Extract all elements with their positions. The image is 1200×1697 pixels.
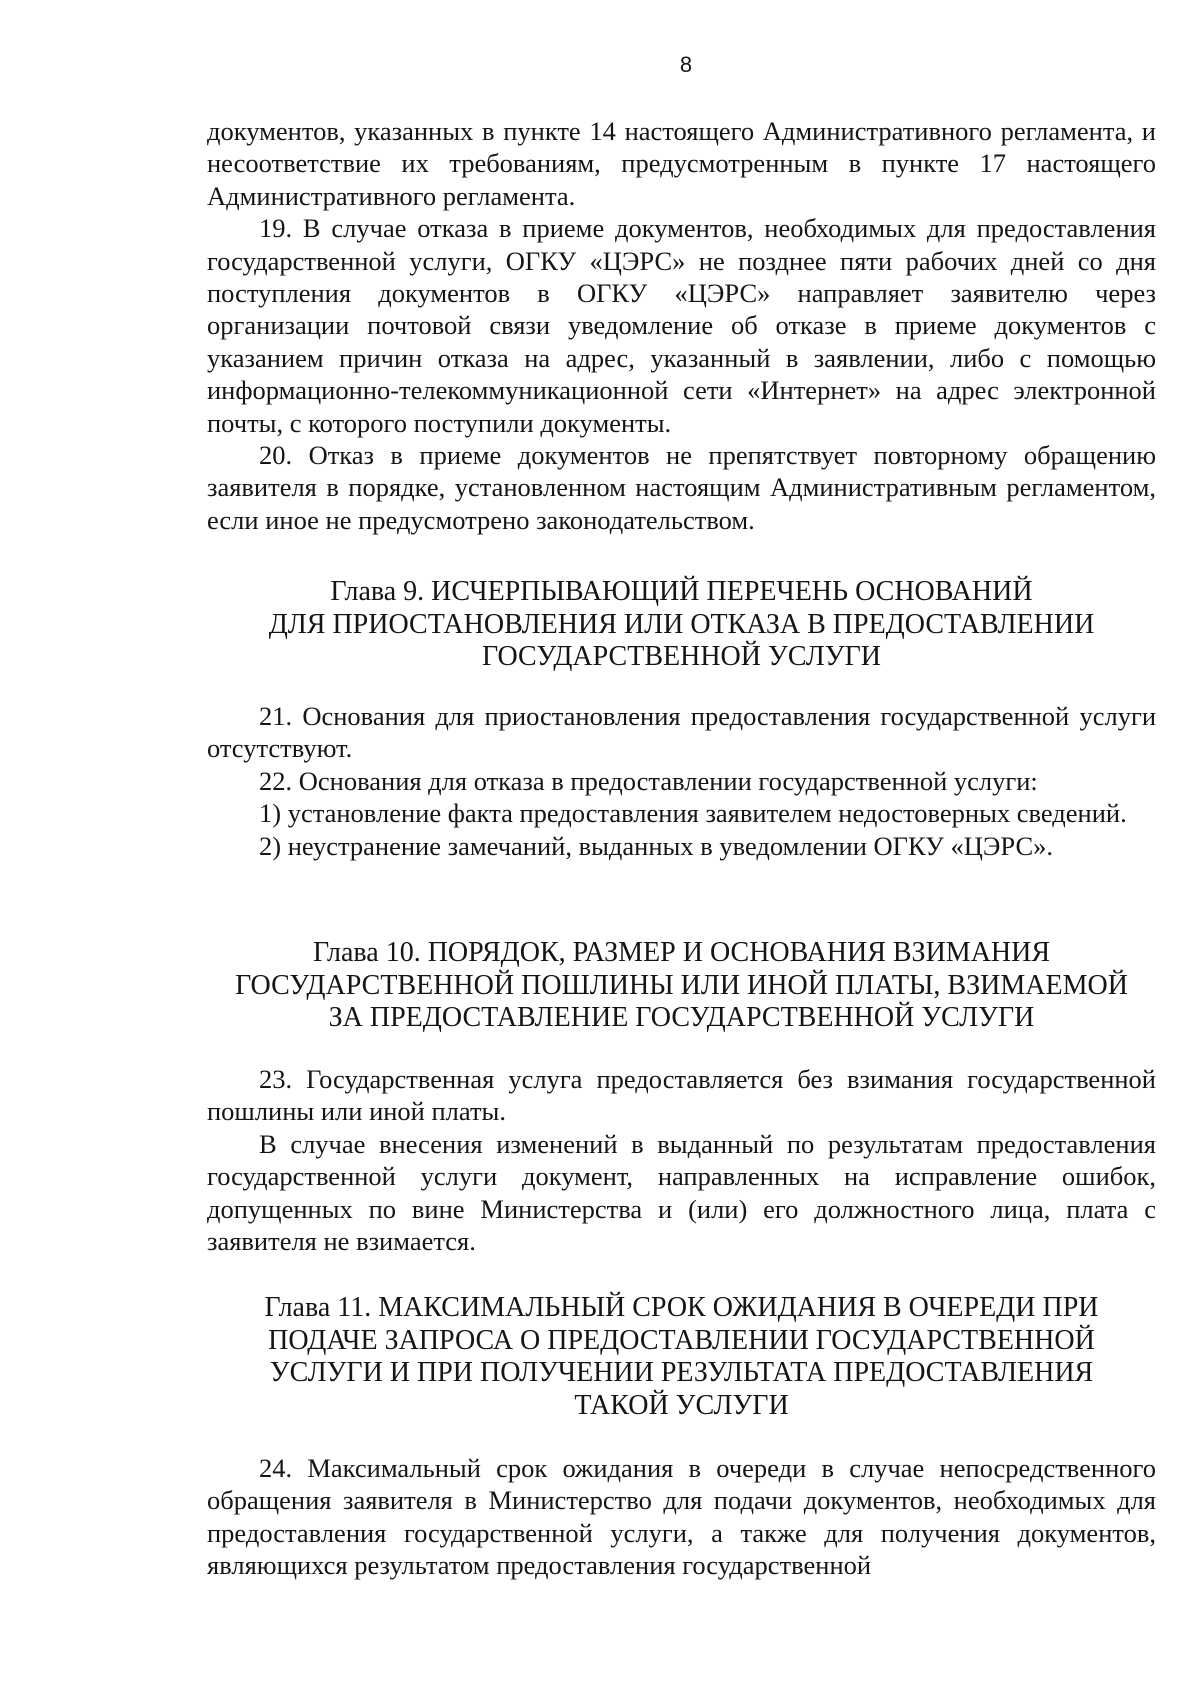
heading-line: Глава 9. ИСЧЕРПЫВАЮЩИЙ ПЕРЕЧЕНЬ ОСНОВАНИЙ <box>330 576 1033 607</box>
paragraph-20: 20. Отказ в приеме документов не препятствует повторному обращению заявителя в порядке, установленном настоящим Административным регламентом, если иное не предусмотрено законодательством. <box>207 440 1156 535</box>
text-block-1 <box>207 115 1156 536</box>
chapter-9-heading <box>207 576 1156 674</box>
chapter-10-heading <box>207 937 1156 1035</box>
paragraph-23-continued: В случае внесения изменений в выданный по результатам предоставления государственной услуги документ, направленных на исправление ошибок, допущенных по вине Министерства и (или) его должностного лица, плата с заявителя не взимается. <box>207 1128 1156 1257</box>
heading-line: ЗА ПРЕДОСТАВЛЕНИЕ ГОСУДАРСТВЕННОЙ УСЛУГИ <box>328 1002 1035 1034</box>
text-block-4 <box>207 1452 1156 1582</box>
paragraph-19: 19. В случае отказа в приеме документов, необходимых для предоставления государственной услуги, ОГКУ «ЦЭРС» не позднее пяти рабочих дней со дня поступления документов в ОГКУ «ЦЭРС» направляет заявителю через организации почтовой связи уведомление об отказе в приеме документов с указанием причин отказа на адрес, указанный в заявлении, либо с помощью информационно-телекоммуникационной сети «Интернет» на адрес электронной почты, с которого поступили документы. <box>207 213 1156 438</box>
heading-line: Глава 10. ПОРЯДОК, РАЗМЕР И ОСНОВАНИЯ ВЗИМАНИЯ <box>312 937 1051 968</box>
heading-line: ДЛЯ ПРИОСТАНОВЛЕНИЯ ИЛИ ОТКАЗА В ПРЕДОСТАВЛЕНИИ <box>268 608 1095 640</box>
text-block-3 <box>207 1063 1156 1257</box>
heading-line: ПОДАЧЕ ЗАПРОСА О ПРЕДОСТАВЛЕНИИ ГОСУДАРСТВЕННОЙ <box>268 1324 1095 1356</box>
chapter-11-heading <box>207 1292 1156 1422</box>
heading-line: УСЛУГИ И ПРИ ПОЛУЧЕНИИ РЕЗУЛЬТАТА ПРЕДОСТАВЛЕНИЯ <box>269 1357 1094 1389</box>
heading-line: ГОСУДАРСТВЕННОЙ УСЛУГИ <box>481 641 882 673</box>
page-number: 8 <box>679 52 693 77</box>
paragraph-22-item-2: 2) неустранение замечаний, выданных в уведомлении ОГКУ «ЦЭРС». <box>259 830 1053 861</box>
heading-line: Глава 11. МАКСИМАЛЬНЫЙ СРОК ОЖИДАНИЯ В ОЧЕРЕДИ ПРИ <box>264 1292 1099 1323</box>
heading-line: ТАКОЙ УСЛУГИ <box>574 1389 789 1421</box>
paragraph-continuation: документов, указанных в пункте 14 настоящего Административного регламента, и несоответствие их требованиям, предусмотренным в пункте 17 настоящего Административного регламента. <box>207 116 1156 211</box>
paragraph-23: 23. Государственная услуга предоставляется без взимания государственной пошлины или иной платы. <box>207 1064 1156 1127</box>
text-block-2 <box>207 700 1156 862</box>
paragraph-21: 21. Основания для приостановления предоставления государственной услуги отсутствуют. <box>207 701 1156 764</box>
paragraph-22-item-1: 1) установление факта предоставления заявителем недостоверных сведений. <box>259 798 1127 829</box>
paragraph-22: 22. Основания для отказа в предоставлении государственной услуги: <box>259 765 1038 796</box>
heading-line: ГОСУДАРСТВЕННОЙ ПОШЛИНЫ ИЛИ ИНОЙ ПЛАТЫ, ВЗИМАЕМОЙ <box>235 969 1128 1001</box>
paragraph-24: 24. Максимальный срок ожидания в очереди в случае непосредственного обращения заявителя в Министерство для подачи документов, необходимых для предоставления государственной услуги, а также для получения документов, являющихся результатом предоставления государственной <box>207 1453 1156 1581</box>
